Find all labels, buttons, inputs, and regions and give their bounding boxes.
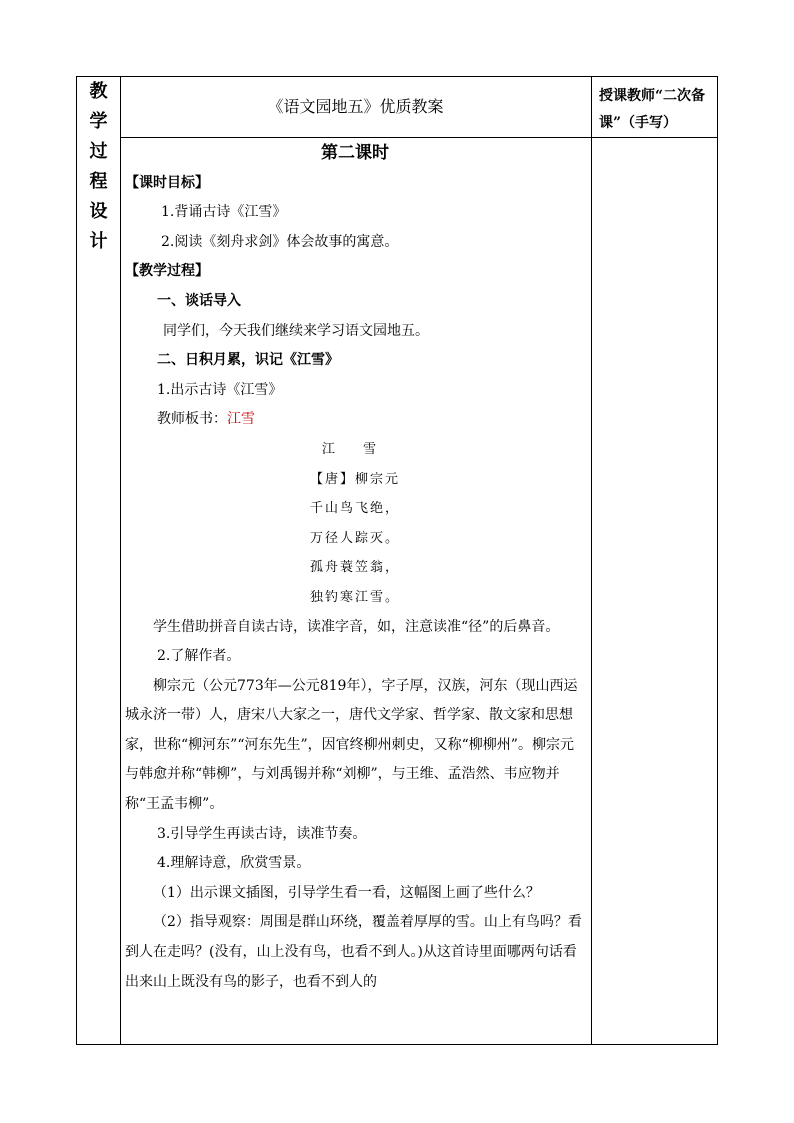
paragraph bbox=[125, 613, 585, 643]
board-line bbox=[125, 405, 585, 435]
document-title: 《语文园地五》优质教案 bbox=[267, 97, 444, 116]
column-divider-right bbox=[591, 77, 592, 1044]
goal-heading: 【课时目标】 bbox=[125, 174, 209, 191]
paragraph bbox=[125, 879, 585, 909]
step-text: 1.出示古诗《江雪》 bbox=[157, 381, 283, 398]
poem-line: 千山鸟飞绝， bbox=[309, 501, 400, 517]
board-value: 江雪 bbox=[227, 411, 255, 428]
paragraph-text: 学生借助拼音自读古诗，读准字音，如，注意读准“径”的后鼻音。 bbox=[153, 618, 560, 635]
paragraph-text: （1）出示课文插图，引导学生看一看，这幅图上画了些什么？ bbox=[153, 884, 540, 901]
poem-line: 独钓寒江雪。 bbox=[309, 589, 400, 605]
header-divider bbox=[120, 137, 718, 138]
section-text: 同学们，今天我们继续来学习语文园地五。 bbox=[163, 322, 429, 339]
side-char: 学 bbox=[89, 111, 108, 132]
paragraph-text: （2）指导观察：周围是群山环绕，覆盖着厚厚的雪。山上有鸟吗？看到人在走吗？(没有，山上没有鸟，也看不到人。)从这首诗里面哪两句话看出来山上既没有鸟的影子，也看不到人的 bbox=[125, 914, 582, 990]
side-char: 计 bbox=[89, 231, 108, 252]
goal-item: 2.阅读《刻舟求剑》体会故事的寓意。 bbox=[161, 233, 399, 250]
lesson-content bbox=[125, 139, 585, 997]
section-heading: 二、日积月累，识记《江雪》 bbox=[157, 352, 339, 369]
step-text: 2.了解作者。 bbox=[157, 648, 241, 665]
board-label: 教师板书： bbox=[157, 411, 227, 428]
step-text: 4.理解诗意，欣赏雪景。 bbox=[157, 855, 311, 872]
poem-line: 万径人踪灭。 bbox=[309, 530, 400, 546]
poem-title: 江 雪 bbox=[321, 441, 389, 457]
goal-item: 1.背诵古诗《江雪》 bbox=[161, 204, 287, 221]
poem-line: 孤舟蓑笠翁， bbox=[309, 560, 400, 576]
lesson-plan-table bbox=[76, 76, 718, 1045]
paragraph bbox=[125, 672, 585, 820]
side-char: 过 bbox=[89, 141, 108, 162]
paragraph-text: 柳宗元（公元773年—公元819年），字子厚，汉族，河东（现山西运城永济一带）人，唐宋八大家之一，唐代文学家、哲学家、散文家和思想家，世称“柳河东”“河东先生”，因官终柳州刺史，又称“柳柳州”。柳宗元与韩愈并称“韩柳”，与刘禹锡并称“刘柳”，与王维、孟浩然、韦应物并称“王孟韦柳”。 bbox=[125, 677, 578, 813]
side-char: 设 bbox=[89, 201, 108, 222]
paragraph bbox=[125, 908, 585, 997]
side-char: 教 bbox=[89, 81, 108, 102]
side-char: 程 bbox=[89, 171, 108, 192]
poem-author: 【唐】柳宗元 bbox=[309, 471, 400, 487]
process-heading: 【教学过程】 bbox=[125, 263, 209, 280]
step-text: 3.引导学生再读古诗，读准节奏。 bbox=[157, 825, 367, 842]
lesson-subtitle: 第二课时 bbox=[321, 143, 389, 163]
section-heading: 一、谈话导入 bbox=[157, 292, 241, 309]
teacher-notes-heading: 授课教师“二次备课”（手写） bbox=[599, 88, 706, 131]
side-label bbox=[77, 77, 120, 257]
column-divider-left bbox=[120, 77, 121, 1044]
